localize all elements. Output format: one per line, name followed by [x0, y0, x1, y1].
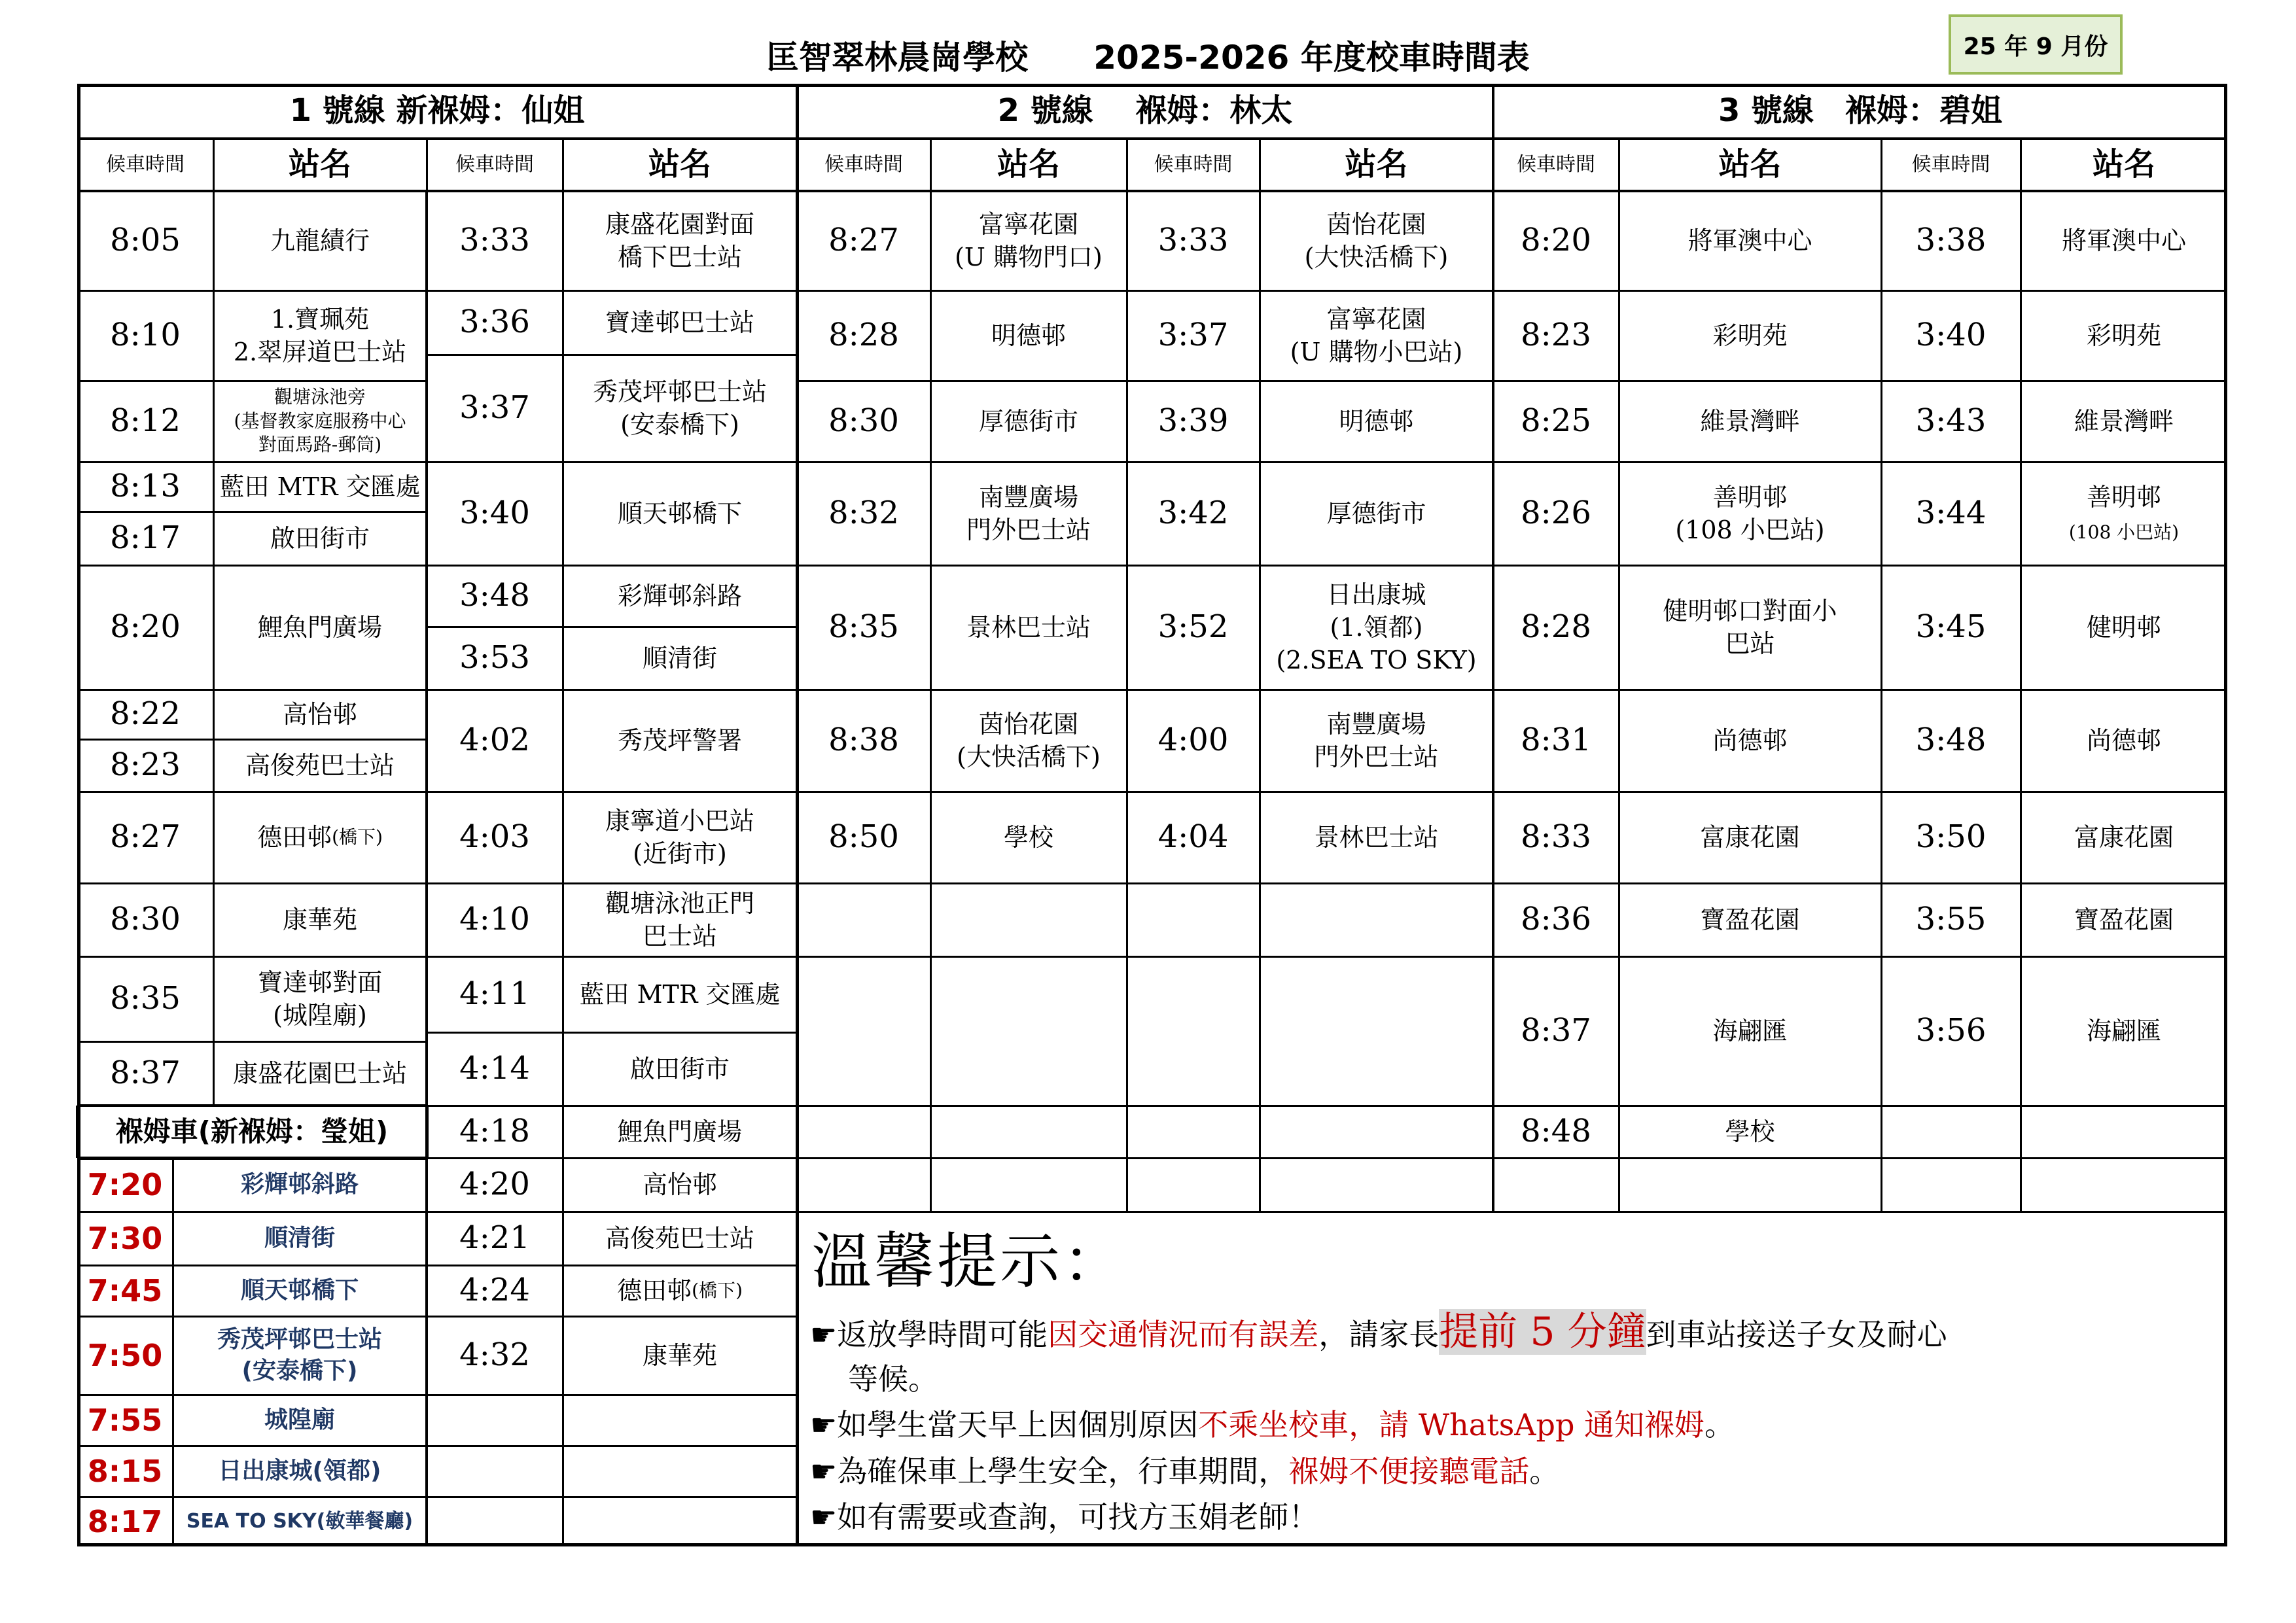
line3-am-time: 8:28 [1521, 608, 1591, 646]
line1-am-stop: 高怡邨 [282, 699, 357, 729]
line1-pm-stop: 康寧道小巴站 (近街市) [605, 806, 754, 868]
line1-am-time: 8:37 [110, 1055, 181, 1092]
line1-pm-time: 4:02 [459, 722, 530, 759]
line3-am-stop: 健明邨口對面小 巴站 [1663, 596, 1837, 658]
note-1-text-e: 到車站接送子女及耐心 [1646, 1317, 1947, 1352]
nanny-bus-stop: 彩輝邨斜路 [240, 1171, 359, 1198]
line1-pm-time: 3:48 [459, 577, 530, 614]
line1-pm-time: 3:53 [459, 639, 530, 676]
note-1-cont: 等候。 [848, 1361, 938, 1397]
header-time: 候車時間 [1911, 153, 1990, 177]
line1-am-time: 8:12 [110, 402, 181, 440]
note-3 [810, 1454, 1560, 1489]
line2-am-time: 8:30 [828, 402, 899, 440]
line3-am-time: 8:33 [1521, 818, 1591, 856]
header-time: 候車時間 [1154, 153, 1233, 177]
line3-pm-time: 3:43 [1915, 402, 1987, 440]
line1-pm-time: 4:18 [459, 1113, 530, 1150]
line2-pm-time: 4:04 [1157, 818, 1229, 856]
line1-am-stop: 啟田街市 [270, 523, 370, 553]
line1-pm-time: 4:14 [459, 1050, 530, 1087]
line3-am-time: 8:37 [1521, 1012, 1591, 1049]
nanny-bus-stop: 秀茂坪邨巴士站 (安泰橋下) [217, 1326, 382, 1384]
line3-am-time: 8:26 [1521, 495, 1591, 532]
line2-pm-stop: 明德邨 [1339, 406, 1414, 436]
line3-pm-time: 3:38 [1915, 222, 1987, 259]
line2-am-time: 8:35 [828, 608, 899, 646]
line1-pm-time: 4:20 [459, 1166, 530, 1203]
nanny-bus-time: 8:17 [87, 1503, 163, 1539]
line1-pm-time: 4:10 [459, 901, 530, 938]
line2-am-stop: 景林巴士站 [966, 612, 1091, 642]
line3-am-stop: 彩明苑 [1712, 321, 1788, 350]
stop-note: (橋下) [332, 826, 383, 848]
nanny-bus-stop: SEA TO SKY(敏華餐廳) [186, 1510, 414, 1533]
note-4 [810, 1499, 1319, 1535]
line1-pm-time: 4:32 [459, 1336, 530, 1374]
line1-pm-stop: 啟田街市 [629, 1054, 730, 1083]
line1-pm-stop: 順清街 [642, 643, 717, 672]
line1-am-time: 8:22 [110, 695, 181, 733]
line3-pm-stop: 彩明苑 [2086, 321, 2161, 350]
line1-am-stop: 觀塘泳池旁 (基督教家庭服務中心 對面馬路-郵筒) [234, 385, 406, 456]
pointing-hand-icon: ☛ [810, 1499, 838, 1535]
line1-am-time: 8:05 [110, 222, 181, 259]
line1-pm-stop: 秀茂坪邨巴士站 (安泰橋下) [592, 377, 767, 439]
line2-pm-stop: 茵怡花園 (大快活橋下) [1304, 209, 1449, 271]
note-3-text-c: 。 [1529, 1454, 1560, 1489]
pointing-hand-icon: ☛ [810, 1407, 838, 1442]
line1-pm-stop: 德田邨 (橋下) [617, 1276, 743, 1305]
line3-am-time: 8:36 [1521, 901, 1591, 938]
line2-pm-time: 3:42 [1157, 495, 1229, 532]
line3-pm-stop: 將軍澳中心 [2061, 226, 2186, 255]
line3-am-stop: 學校 [1725, 1117, 1775, 1146]
line1-pm-time: 4:03 [459, 818, 530, 856]
line3-pm-time: 3:56 [1915, 1012, 1987, 1049]
header-stop: 站名 [648, 146, 711, 183]
line3-pm-time: 3:45 [1915, 608, 1987, 646]
line1-am-time: 8:30 [110, 901, 181, 938]
line2-pm-stop: 南豐廣場 門外巴士站 [1314, 709, 1439, 771]
page-title: 匡智翠林晨崗學校 2025-2026 年度校車時間表 [766, 39, 1530, 77]
nanny-bus-stop: 日出康城(領都) [218, 1457, 381, 1485]
line3-am-stop: 善明邨 (108 小巴站) [1675, 482, 1825, 544]
note-2-text-b: 不乘坐校車，請 WhatsApp 通知褓姆 [1198, 1407, 1705, 1442]
note-1-text-c: ，請家長 [1318, 1317, 1439, 1352]
line1-am-stop: 1.寶珮苑 2.翠屏道巴士站 [233, 304, 407, 366]
line1-am-stop: 藍田 MTR 交匯處 [219, 472, 421, 501]
line3-pm-time: 3:55 [1915, 901, 1987, 938]
line3-am-time: 8:48 [1521, 1113, 1591, 1150]
grid-line [797, 1211, 2227, 1213]
line3-pm-stop: 尚德邨 [2086, 725, 2161, 755]
grid-line [427, 1496, 797, 1498]
line3-am-stop: 海翩匯 [1712, 1016, 1788, 1045]
nanny-bus-time: 7:55 [87, 1402, 163, 1438]
note-1-highlight: 提前 5 分鐘 [1439, 1309, 1646, 1355]
line2-am-time: 8:38 [828, 722, 899, 759]
line1-am-stop: 康盛花園巴士站 [232, 1058, 407, 1088]
line1-pm-stop: 秀茂坪警署 [617, 725, 742, 755]
line3-pm-stop: 健明邨 [2086, 612, 2161, 642]
line1-pm-time: 3:37 [459, 389, 530, 427]
line1-pm-stop: 高俊苑巴士站 [605, 1223, 754, 1253]
line1-am-time: 8:23 [110, 746, 181, 784]
pointing-hand-icon: ☛ [810, 1454, 838, 1489]
nanny-bus-title: 褓姆車(新褓姆：瑩姐) [115, 1115, 389, 1148]
header-time: 候車時間 [1517, 153, 1595, 177]
line2-pm-stop: 景林巴士站 [1314, 822, 1439, 852]
nanny-bus-time: 7:45 [87, 1272, 163, 1308]
header-stop: 站名 [1718, 146, 1782, 183]
line2-pm-stop: 富寧花園 (U 購物小巴站) [1290, 304, 1463, 366]
line1-pm-time: 4:24 [459, 1272, 530, 1309]
line3-pm-time: 3:48 [1915, 722, 1987, 759]
line1-am-time: 8:17 [110, 519, 181, 557]
line3-am-time: 8:31 [1521, 722, 1591, 759]
nanny-bus-stop: 順天邨橋下 [240, 1277, 359, 1304]
line2-am-stop: 南豐廣場 門外巴士站 [966, 482, 1091, 544]
line2-am-stop: 富寧花園 (U 購物門口) [955, 209, 1103, 271]
line1-pm-time: 3:36 [459, 304, 530, 341]
line1-pm-stop: 順天邨橋下 [617, 498, 742, 528]
line1-pm-time: 3:40 [459, 495, 530, 532]
note-2-text-a: 如學生當天早上因個別原因 [837, 1407, 1199, 1442]
header-stop: 站名 [997, 146, 1060, 183]
line2-am-stop: 明德邨 [991, 321, 1066, 350]
nanny-bus-time: 7:50 [87, 1337, 163, 1373]
line2-pm-time: 3:37 [1157, 317, 1229, 354]
line2-pm-time: 3:52 [1157, 608, 1229, 646]
line1-am-time: 8:13 [110, 468, 181, 505]
note-1 [810, 1309, 1947, 1355]
header-stop: 站名 [1345, 146, 1408, 183]
line2-pm-time: 3:39 [1157, 402, 1229, 440]
line-1-header: 1 號線 新褓姆：仙姐 [289, 92, 585, 130]
header-stop: 站名 [288, 146, 351, 183]
line2-am-time: 8:28 [828, 317, 899, 354]
line3-pm-stop: 海翩匯 [2086, 1016, 2161, 1045]
line1-am-time: 8:20 [110, 608, 181, 646]
line1-pm-stop: 寶達邨巴士站 [605, 307, 754, 337]
line3-am-time: 8:25 [1521, 402, 1591, 440]
line2-pm-time: 4:00 [1157, 722, 1229, 759]
line3-pm-stop: 維景灣畔 [2074, 406, 2174, 436]
line2-am-time: 8:27 [828, 222, 899, 259]
line1-pm-stop: 鯉魚門廣場 [617, 1117, 742, 1146]
line1-pm-stop: 康盛花園對面 橋下巴士站 [605, 209, 754, 271]
note-3-text-b: 褓姆不便接聽電話 [1288, 1454, 1530, 1489]
stop-note: (108 小巴站) [2068, 521, 2180, 543]
line3-pm-time: 3:50 [1915, 818, 1987, 856]
line1-am-stop: 九龍績行 [270, 226, 370, 255]
line3-am-time: 8:20 [1521, 222, 1591, 259]
line2-pm-stop: 厚德街市 [1326, 498, 1426, 528]
line-2-header: 2 號線 褓姆：林太 [997, 92, 1293, 130]
line2-am-stop: 厚德街市 [978, 406, 1078, 436]
line3-pm-time: 3:40 [1915, 317, 1987, 354]
line1-am-stop: 德田邨 (橋下) [257, 822, 383, 852]
line1-am-time: 8:35 [110, 980, 181, 1017]
notes-title: 溫馨提示： [811, 1227, 1126, 1297]
line2-am-stop: 茵怡花園 (大快活橋下) [957, 709, 1101, 771]
line1-pm-stop: 藍田 MTR 交匯處 [579, 979, 781, 1009]
line2-am-time: 8:50 [828, 818, 899, 856]
pointing-hand-icon: ☛ [810, 1317, 838, 1352]
header-time: 候車時間 [455, 153, 534, 177]
month-badge: 25 年 9 月份 [1949, 14, 2123, 75]
line3-am-stop: 寶盈花園 [1700, 905, 1800, 934]
note-3-text-a: 為確保車上學生安全，行車期間， [837, 1454, 1289, 1489]
note-2-text-c: 。 [1704, 1407, 1735, 1442]
line3-am-stop: 將軍澳中心 [1687, 226, 1812, 255]
line1-pm-time: 4:21 [459, 1219, 530, 1257]
nanny-bus-stop: 順清街 [264, 1225, 335, 1252]
header-time: 候車時間 [106, 153, 185, 177]
line3-am-time: 8:23 [1521, 317, 1591, 354]
line1-pm-stop: 康華苑 [642, 1340, 717, 1370]
line3-pm-time: 3:44 [1915, 495, 1987, 532]
line3-am-stop: 維景灣畔 [1700, 406, 1800, 436]
line2-am-time: 8:32 [828, 495, 899, 532]
line3-pm-stop: 富康花園 [2074, 822, 2174, 852]
line1-am-stop: 寶達邨對面 (城隍廟) [257, 968, 382, 1030]
grid-line [427, 1445, 797, 1447]
header-time: 候車時間 [824, 153, 903, 177]
note-1-text-b: 因交通情況而有誤差 [1048, 1317, 1319, 1352]
line1-am-stop: 康華苑 [282, 905, 357, 934]
line1-pm-time: 3:33 [459, 222, 530, 259]
line1-am-stop: 鯉魚門廣場 [257, 612, 382, 642]
stop-note: (橋下) [692, 1279, 743, 1301]
note-2 [810, 1407, 1735, 1442]
line-3-header: 3 號線 褓姆：碧姐 [1718, 92, 2003, 130]
line1-pm-stop: 高怡邨 [642, 1170, 717, 1199]
line1-pm-time: 4:11 [459, 975, 530, 1013]
line2-am-stop: 學校 [1003, 822, 1053, 852]
line3-pm-stop: 善明邨 (108 小巴站) [2068, 482, 2180, 543]
line1-am-time: 8:10 [110, 317, 181, 354]
header-stop: 站名 [2092, 146, 2155, 183]
note-4-text: 如有需要或查詢，可找方玉娟老師！ [837, 1499, 1319, 1535]
nanny-bus-time: 8:15 [87, 1453, 163, 1489]
line1-am-time: 8:27 [110, 818, 181, 856]
line1-am-stop: 高俊苑巴士站 [245, 750, 395, 780]
nanny-bus-time: 7:30 [87, 1220, 163, 1256]
nanny-bus-time: 7:20 [87, 1166, 163, 1202]
line2-pm-time: 3:33 [1157, 222, 1229, 259]
line2-pm-stop: 日出康城 (1.領都) (2.SEA TO SKY) [1276, 580, 1477, 675]
line3-am-stop: 尚德邨 [1712, 725, 1788, 755]
nanny-bus-stop: 城隍廟 [264, 1406, 335, 1434]
line3-pm-stop: 寶盈花園 [2074, 905, 2174, 934]
line3-am-stop: 富康花園 [1700, 822, 1800, 852]
line1-pm-stop: 彩輝邨斜路 [617, 581, 742, 610]
line1-pm-stop: 觀塘泳池正門 巴士站 [605, 888, 754, 951]
note-1-text-a: 返放學時間可能 [837, 1317, 1048, 1352]
